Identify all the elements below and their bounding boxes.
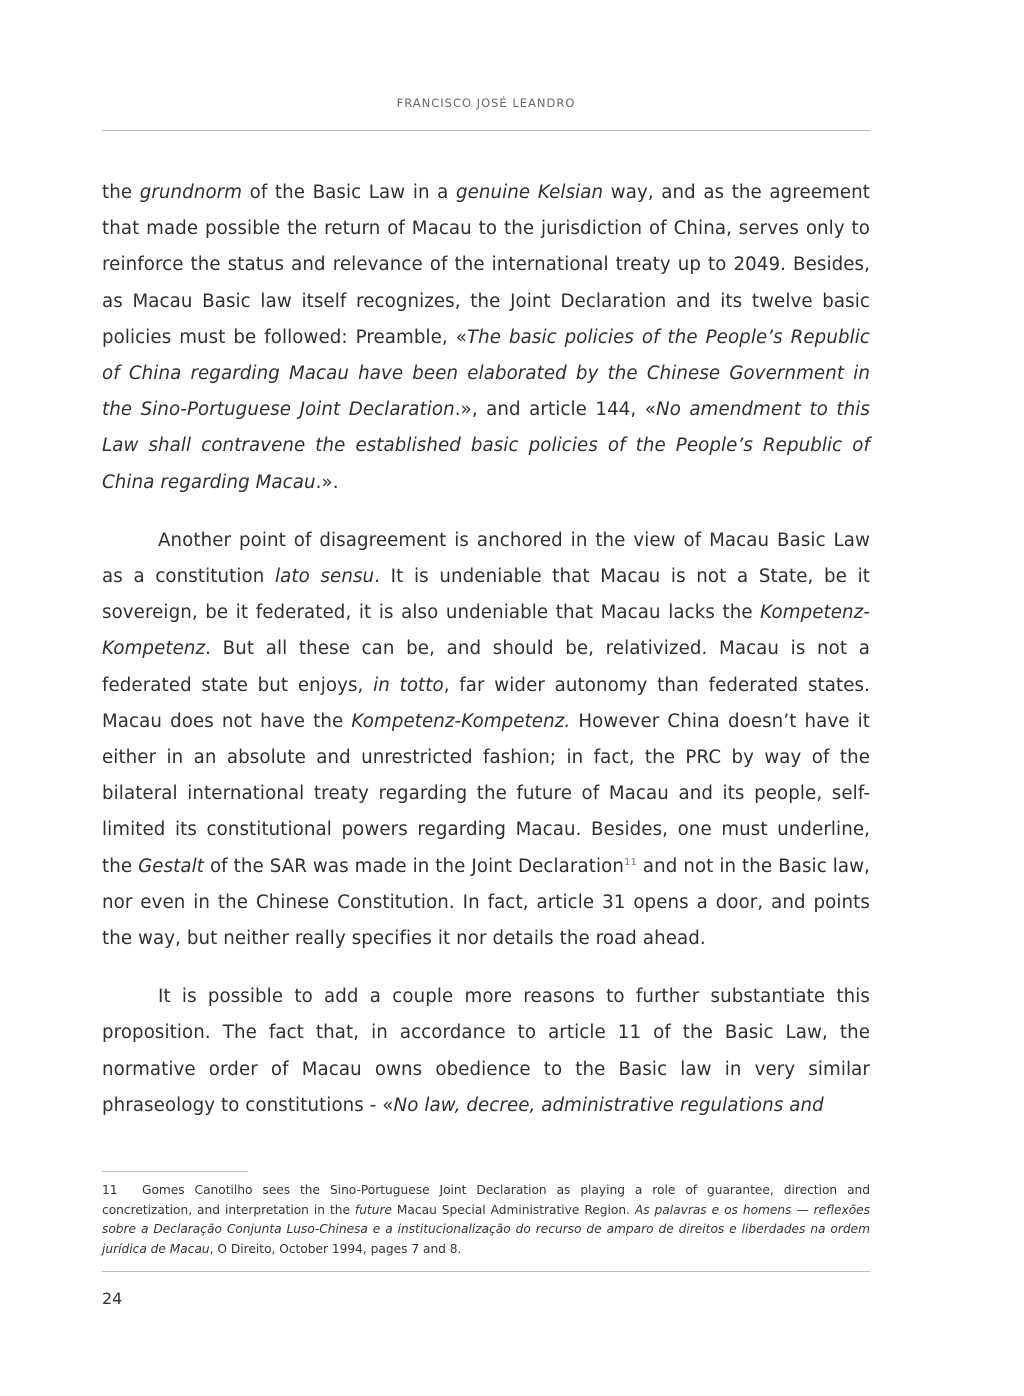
footnote-divider — [102, 1171, 248, 1172]
body-italic-text: Kompetenz-Kompetenz. — [351, 710, 571, 732]
body-italic-text: genuine Kelsian — [455, 182, 604, 203]
footer-rule — [102, 1271, 870, 1272]
body-text: However China doesn’t have it either in an absolute and unrestricted fashion; in fact, the PRC by way of the bilateral international treaty regarding the future of Macau and its people, self-limited its constitutional powers regarding Macau. Besides, one must underline, the — [102, 710, 870, 877]
footnote-text: Gomes Canotilho sees the Sino-Portuguese Joint Declaration as playing a role of guarantee, direction and concretization, and interpretation in the — [102, 1183, 870, 1217]
page-number: 24 — [102, 1289, 123, 1308]
header-rule — [102, 130, 870, 131]
body-italic-text: in totto — [373, 674, 444, 696]
body-text: the — [102, 182, 140, 203]
body-text: Another point of disagreement is anchored in the view of Macau Basic Law as a constitution — [102, 529, 870, 588]
body-text: , far wider autonomy than federated states. Macau does not have the — [102, 674, 870, 732]
body-text: . It is undeniable that Macau is not a State, be it sovereign, be it federated, it is also undeniable that Macau lacks the — [102, 566, 870, 624]
body-italic-text: No amendment to this Law shall contravene the established basic policies of the People’s Republic of China regarding Macau — [102, 399, 871, 493]
body-text: way, and as the agreement that made possible the return of Macau to the jurisdiction of China, serves only to reinforce the status and relevance of the international treaty up to 2049. Besides, as Macau Basic law itself recognizes, the Joint Declaration and its twelve basic policies must be followed: Preamble, « — [102, 182, 871, 348]
body-italic-text: The basic policies of the People’s Republic of China regarding Macau have been elaborated by the Chinese Government in the Sino-Portuguese Joint Declaration — [102, 326, 870, 421]
paragraph-3 — [102, 979, 870, 1124]
footnote-text — [102, 1183, 870, 1256]
body-text: . But all these can be, and should be, relativized. Macau is not a federated state but enjoys, — [102, 638, 870, 696]
body-text: .». — [315, 471, 339, 493]
footnote-italic-text: As palavras e os homens — reflexões sobre a Declaração Conjunta Luso-Chinesa e a institucionalização do recurso de amparo de direitos e liberdades na ordem jurídica de Macau — [102, 1202, 870, 1256]
body-italic-text: Gestalt — [138, 855, 205, 877]
body-text: of the SAR was made in the Joint Declaration — [204, 855, 624, 877]
body-italic-text: Kompetenz-Kompetenz — [102, 602, 870, 660]
footnote-text: Macau Special Administrative Region. — [391, 1202, 635, 1217]
body-text: of the Basic Law in a — [242, 182, 456, 203]
body-text: and not in the Basic law, nor even in the Chinese Constitution. In fact, article 31 opens a door, and points the way, but neither really specifies it nor details the road ahead. — [102, 855, 870, 950]
running-header: FRANCISCO JOSÉ LEANDRO — [396, 96, 576, 110]
footnote-text: , O Direito, October 1994, pages 7 and 8. — [209, 1241, 462, 1256]
footnote — [102, 1181, 870, 1259]
paragraph-2 — [102, 523, 870, 957]
body-italic-text: No law, decree, administrative regulations and — [393, 1094, 824, 1116]
body-text — [102, 175, 870, 1124]
body-italic-text: lato sensu — [274, 566, 375, 588]
footnote-reference: 11 — [623, 856, 637, 868]
body-text: It is possible to add a couple more reasons to further substantiate this proposition. The fact that, in accordance to article 11 of the Basic Law, the normative order of Macau owns obedience to the Basic law in very similar phraseology to constitutions - « — [102, 986, 870, 1116]
body-text: .», and article 144, « — [454, 399, 657, 421]
footnote-italic-text: future — [354, 1202, 392, 1217]
footnote-number: 11 — [102, 1183, 118, 1197]
paragraph-1 — [102, 175, 870, 501]
body-italic-text: grundnorm — [139, 182, 243, 203]
